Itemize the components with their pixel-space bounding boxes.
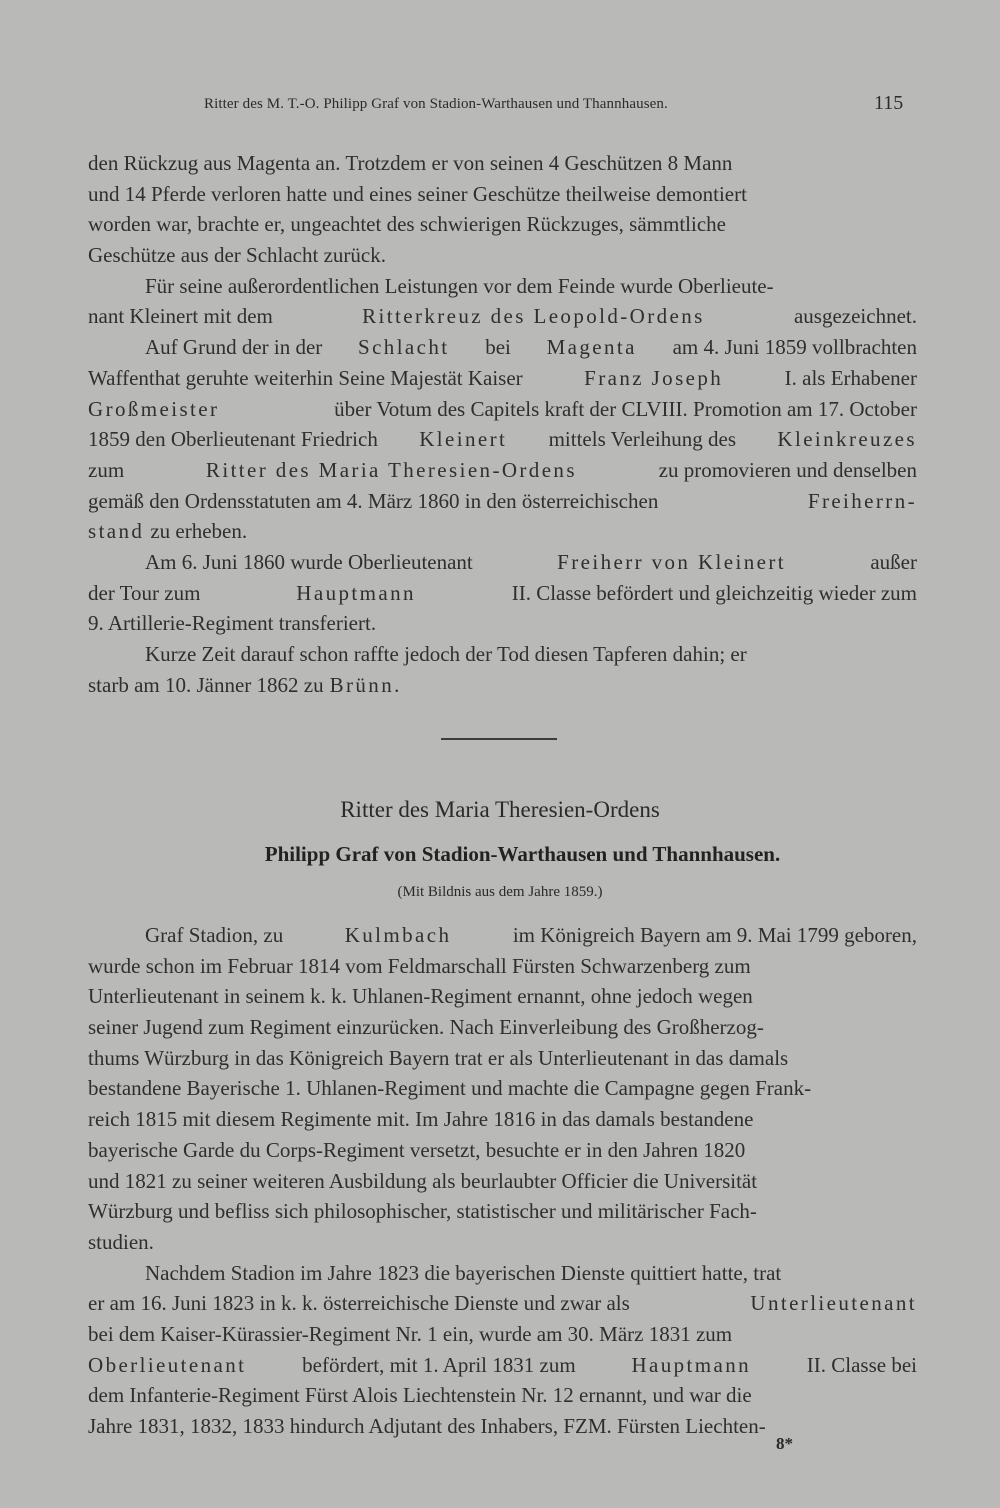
text-line xyxy=(88,1227,917,1258)
text-segment: Graf Stadion, zu xyxy=(145,923,284,947)
text-line xyxy=(88,1350,917,1381)
text-segment: dem Infanterie-Regiment Fürst Alois Liechtenstein Nr. 12 ernannt, und war die xyxy=(88,1383,752,1408)
text-segment: er am 16. Juni 1823 in k. k. österreichische Dienste und zwar als xyxy=(88,1291,630,1316)
body-text-part2 xyxy=(88,920,917,1442)
text-line xyxy=(88,1380,917,1411)
text-segment: Oberlieutenant xyxy=(88,1352,247,1377)
text-segment: Kleinert xyxy=(419,427,508,452)
text-line xyxy=(88,578,917,609)
text-line xyxy=(88,486,917,517)
text-line xyxy=(88,981,917,1012)
text-segment: zu promovieren und denselben xyxy=(658,457,917,482)
text-segment: bayerische Garde du Corps-Regiment versetzt, besuchte er in den Jahren 1820 xyxy=(88,1137,746,1162)
text-segment: und 1821 zu seiner weiteren Ausbildung als beurlaubter Officier die Universität xyxy=(88,1168,758,1193)
text-segment: bei xyxy=(485,335,511,360)
text-line xyxy=(88,1073,917,1104)
text-segment: der Tour zum xyxy=(88,580,201,605)
text-segment: worden war, brachte er, ungeachtet des schwierigen Rückzuges, sämmtliche xyxy=(88,212,726,237)
text-line xyxy=(88,301,917,332)
text-segment: Unterlieutenant xyxy=(750,1291,917,1316)
text-segment: Würzburg und befliss sich philosophischer, statistischer und militärischer Fach- xyxy=(88,1199,757,1224)
text-segment: I. als Erhabener xyxy=(784,365,917,390)
text-segment: starb am 10. Jänner 1862 zu xyxy=(88,672,324,697)
text-segment: wurde schon im Februar 1814 vom Feldmarschall Fürsten Schwarzenberg zum xyxy=(88,953,751,978)
text-segment: Großmeister xyxy=(88,396,220,421)
text-line xyxy=(88,332,917,363)
text-segment: Jahre 1831, 1832, 1833 hindurch Adjutant des Inhabers, FZM. Fürsten Liechten- xyxy=(88,1414,766,1438)
text-segment: seiner Jugend zum Regiment einzurücken. Nach Einverleibung des Großherzog- xyxy=(88,1015,764,1040)
text-segment: zum xyxy=(88,457,125,482)
running-head: Ritter des M. T.-O. Philipp Graf von Stadion-Warthausen und Thannhausen. xyxy=(204,96,668,112)
signature-mark: 8* xyxy=(776,1434,793,1453)
text-line xyxy=(88,516,917,547)
section-divider xyxy=(441,738,557,740)
text-segment: mittels Verleihung des xyxy=(548,427,737,452)
text-segment: Freiherrn- xyxy=(807,488,917,513)
text-line xyxy=(88,1043,917,1074)
text-line xyxy=(88,1196,917,1227)
text-segment: studien. xyxy=(88,1229,154,1254)
text-segment: Auf Grund der in der xyxy=(145,335,323,360)
text-segment: Schlacht xyxy=(358,335,450,360)
text-line xyxy=(88,1104,917,1135)
text-line xyxy=(88,271,917,302)
text-line xyxy=(88,394,917,425)
text-segment: befördert, mit 1. April 1831 zum xyxy=(302,1352,576,1377)
text-segment: Kulmbach xyxy=(344,923,452,947)
text-line xyxy=(88,670,917,701)
text-segment: bei dem Kaiser-Kürassier-Regiment Nr. 1 ein, wurde am 30. März 1831 zum xyxy=(88,1321,733,1346)
text-segment: Nachdem Stadion im Jahre 1823 die bayerischen Dienste quittiert hatte, trat xyxy=(145,1260,782,1285)
text-segment: Franz Joseph xyxy=(584,365,724,390)
text-segment: Waffenthat geruhte weiterhin Seine Majestät Kaiser xyxy=(88,365,523,390)
text-segment: Kleinkreuzes xyxy=(777,427,917,452)
section-title: Ritter des Maria Theresien-Ordens xyxy=(340,797,660,822)
text-segment: II. Classe befördert und gleichzeitig wieder zum xyxy=(511,580,917,605)
text-segment: Unterlieutenant in seinem k. k. Uhlanen-Regiment ernannt, ohne jedoch wegen xyxy=(88,984,753,1009)
text-segment: den Rückzug aus Magenta an. Trotzdem er von seinen 4 Geschützen 8 Mann xyxy=(88,151,733,175)
text-segment: Ritterkreuz des Leopold-Ordens xyxy=(362,304,705,329)
text-segment: Kurze Zeit darauf schon raffte jedoch der Tod diesen Tapferen dahin; er xyxy=(145,642,747,666)
text-line xyxy=(88,240,917,271)
text-segment: Brünn. xyxy=(329,672,402,697)
text-segment: stand xyxy=(88,519,145,544)
text-line xyxy=(88,547,917,578)
text-segment: über Votum des Capitels kraft der CLVIII. Promotion am 17. October xyxy=(334,396,917,421)
text-line xyxy=(88,1288,917,1319)
text-segment: Geschütze aus der Schlacht zurück. xyxy=(88,243,386,268)
text-segment: Freiherr von Kleinert xyxy=(557,549,786,574)
portrait-caption: (Mit Bildnis aus dem Jahre 1859.) xyxy=(397,884,603,900)
text-segment: nant Kleinert mit dem xyxy=(88,304,273,329)
text-segment: im Königreich Bayern am 9. Mai 1799 geboren, xyxy=(512,923,917,947)
text-segment: gemäß den Ordensstatuten am 4. März 1860 in den österreichischen xyxy=(88,488,659,513)
text-segment: 9. Artillerie-Regiment transferiert. xyxy=(88,611,377,636)
text-line xyxy=(88,455,917,486)
text-line xyxy=(88,179,917,210)
text-segment: 1859 den Oberlieutenant Friedrich xyxy=(88,427,378,452)
text-segment: Am 6. Juni 1860 wurde Oberlieutenant xyxy=(145,549,473,574)
text-line xyxy=(88,209,917,240)
text-line xyxy=(88,1166,917,1197)
text-segment: Ritter des Maria Theresien-Ordens xyxy=(205,457,577,482)
text-segment: ausgezeichnet. xyxy=(793,304,917,329)
text-segment: außer xyxy=(870,549,917,574)
text-segment: am 4. Juni 1859 vollbrachten xyxy=(672,335,917,360)
body-text-part1 xyxy=(88,148,917,700)
text-line xyxy=(88,1135,917,1166)
text-line xyxy=(88,363,917,394)
text-segment: Hauptmann xyxy=(631,1352,752,1377)
text-segment: Hauptmann xyxy=(296,580,416,605)
text-line xyxy=(88,1012,917,1043)
text-segment: zu erheben. xyxy=(150,519,248,544)
text-segment: thums Würzburg in das Königreich Bayern trat er als Unterlieutenant in das damals xyxy=(88,1045,789,1070)
text-segment: Magenta xyxy=(546,335,637,360)
text-segment: II. Classe bei xyxy=(806,1352,917,1377)
text-segment: reich 1815 mit diesem Regimente mit. Im Jahre 1816 in das damals bestandene xyxy=(88,1107,754,1132)
text-line xyxy=(88,424,917,455)
text-line xyxy=(88,951,917,982)
text-line xyxy=(88,608,917,639)
text-line xyxy=(88,639,917,670)
text-segment: bestandene Bayerische 1. Uhlanen-Regiment und machte die Campagne gegen Frank- xyxy=(88,1076,812,1101)
text-line xyxy=(88,1319,917,1350)
text-line xyxy=(88,920,917,951)
text-line xyxy=(88,148,917,179)
text-segment: und 14 Pferde verloren hatte und eines seiner Geschütze theilweise demontiert xyxy=(88,181,747,206)
person-name: Philipp Graf von Stadion-Warthausen und Thannhausen. xyxy=(264,842,781,866)
text-line xyxy=(88,1258,917,1289)
text-segment: Für seine außerordentlichen Leistungen vor dem Feinde wurde Oberlieute- xyxy=(145,273,774,298)
page-number: 115 xyxy=(874,92,904,114)
